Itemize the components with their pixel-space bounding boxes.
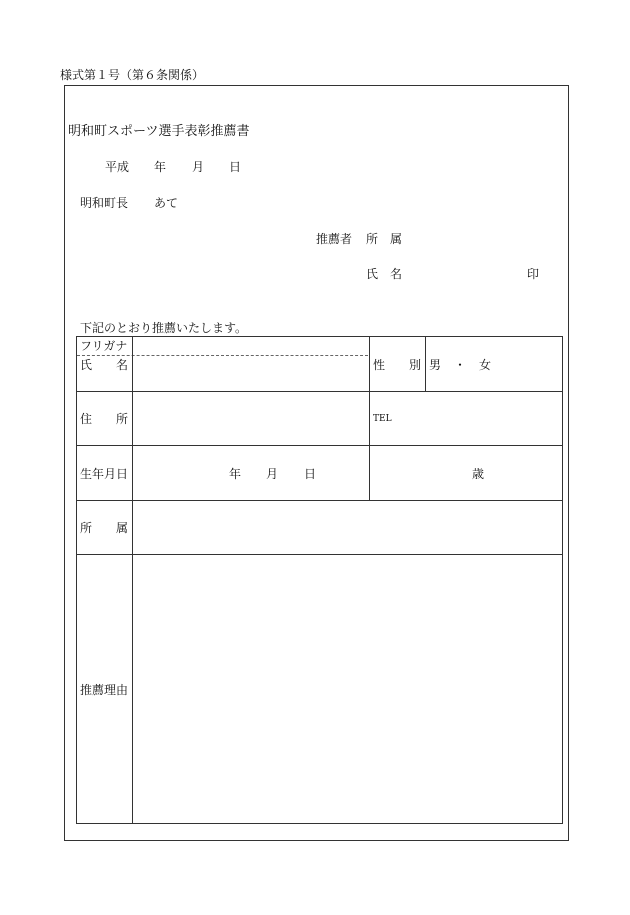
recommender-name-label-1: 氏 [366, 267, 379, 281]
gender-label-2: 別 [408, 358, 421, 372]
recommender-affiliation-label-1: 所 [366, 232, 379, 246]
affiliation-label-1: 所 [80, 521, 93, 535]
date-day-label: 日 [229, 160, 242, 174]
gender-option-female[interactable]: 女 [479, 358, 492, 372]
birth-date-label: 生年月日 [80, 467, 129, 481]
form-number: 様式第１号（第６条関係） [60, 68, 205, 82]
address-label [80, 413, 128, 425]
age-label: 歳 [472, 467, 485, 481]
row-line [76, 445, 563, 446]
birth-month-label: 月 [266, 467, 279, 481]
affiliation-label-2: 属 [115, 521, 128, 535]
address-label-1: 住 [80, 412, 93, 426]
recommender-name-label-2: 名 [390, 267, 403, 281]
row-line [76, 554, 563, 555]
recommender-label: 推薦者 [316, 232, 353, 246]
tel-label: TEL [373, 414, 392, 424]
right-column-line [369, 336, 370, 500]
row-line [76, 500, 563, 501]
addressee-name: 明和町長 [80, 196, 129, 210]
address-label-2: 所 [115, 412, 128, 426]
gender-label-1: 性 [373, 358, 386, 372]
gender-option-male[interactable]: 男 [429, 358, 442, 372]
seal-mark: 印 [527, 267, 540, 281]
date-month-label: 月 [192, 160, 205, 174]
recommendation-table [76, 336, 563, 824]
intro-text: 下記のとおり推薦いたします。 [80, 321, 248, 335]
gender-column-line [425, 336, 426, 391]
name-label-1: 氏 [80, 358, 93, 372]
affiliation-label [80, 522, 128, 534]
furigana-label: フリガナ [80, 339, 128, 353]
label-column-line [132, 336, 133, 824]
addressee-suffix: あて [154, 196, 179, 210]
name-label-2: 名 [115, 358, 128, 372]
gender-option-separator: ・ [454, 358, 467, 372]
row-line [76, 391, 563, 392]
furigana-divider [77, 355, 368, 356]
form-title: 明和町スポーツ選手表彰推薦書 [68, 124, 250, 139]
name-label [80, 359, 128, 371]
date-era: 平成 [105, 160, 130, 174]
reason-label: 推薦理由 [80, 683, 129, 697]
date-year-label: 年 [154, 160, 167, 174]
recommender-affiliation-label-2: 属 [390, 232, 403, 246]
gender-label [373, 359, 421, 371]
birth-year-label: 年 [229, 467, 242, 481]
birth-day-label: 日 [304, 467, 317, 481]
